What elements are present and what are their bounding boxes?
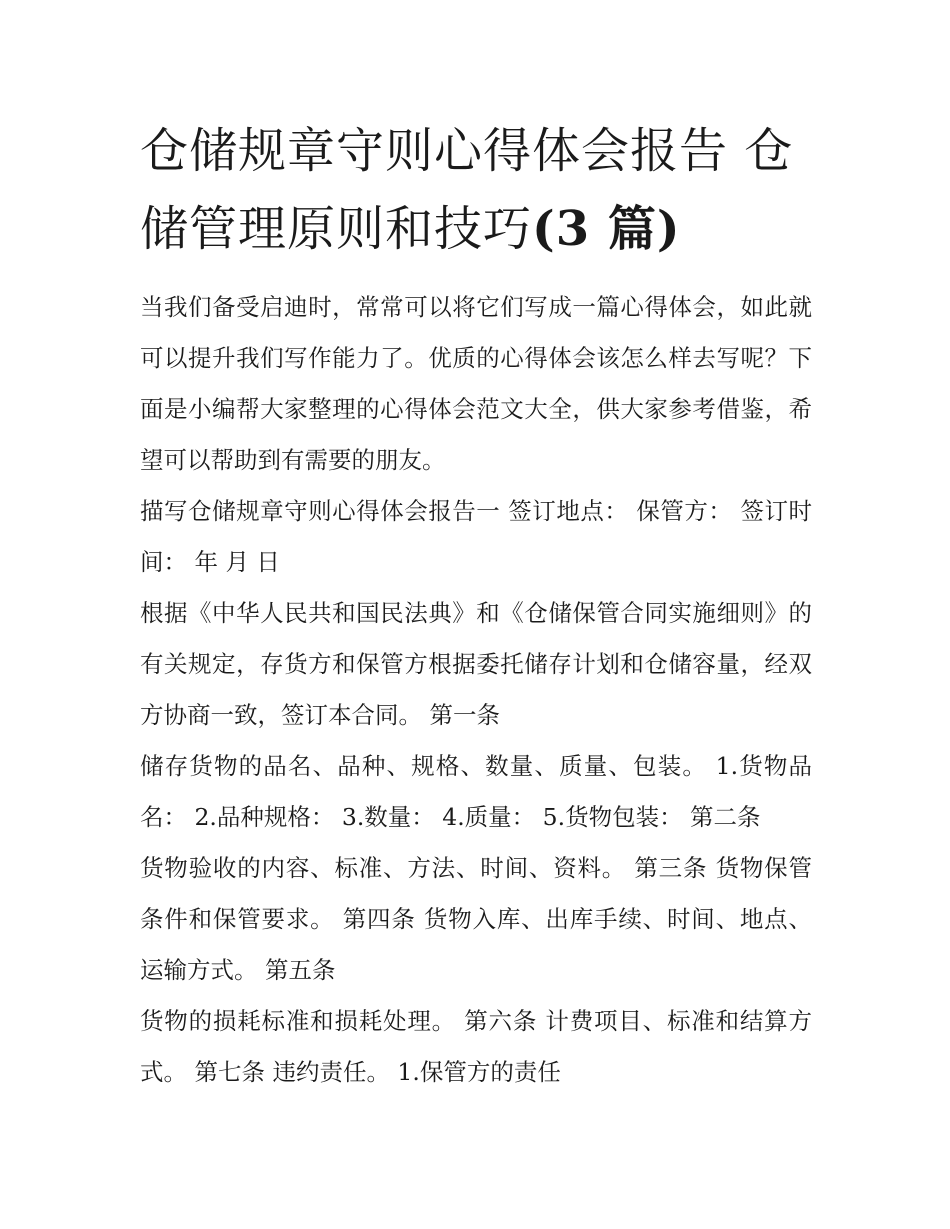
document-title-main: 仓储规章守则心得体会报告 仓储管理原则和技巧	[140, 123, 794, 257]
articles-two-to-four-paragraph: 货物验收的内容、标准、方法、时间、资料。 第三条 货物保管条件和保管要求。 第四条 货物入库、出库手续、时间、地点、运输方式。 第五条	[140, 854, 812, 984]
articles-five-to-seven-paragraph: 货物的损耗标准和损耗处理。 第六条 计费项目、标准和结算方式。 第七条 违约责任。 1.保管方的责任	[140, 1007, 812, 1086]
contract-header-paragraph: 描写仓储规章守则心得体会报告一 签订地点： 保管方： 签订时间： 年 月 日	[140, 497, 812, 576]
document-title	[140, 112, 812, 268]
intro-paragraph: 当我们备受启迪时，常常可以将它们写成一篇心得体会，如此就可以提升我们写作能力了。优质的心得体会该怎么样去写呢？下面是小编帮大家整理的心得体会范文大全，供大家参考借鉴，希望可以帮助到有需要的朋友。	[140, 293, 812, 474]
article-one-paragraph: 储存货物的品名、品种、规格、数量、质量、包装。 1.货物品名： 2.品种规格： 3.数量： 4.质量： 5.货物包装： 第二条	[140, 752, 812, 831]
document-title-suffix: (3 篇)	[532, 201, 681, 257]
document-page	[140, 112, 812, 1098]
document-body	[140, 282, 812, 1098]
contract-preamble-paragraph: 根据《中华人民共和国民法典》和《仓储保管合同实施细则》的有关规定，存货方和保管方根据委托储存计划和仓储容量，经双方协商一致，签订本合同。 第一条	[140, 599, 812, 729]
